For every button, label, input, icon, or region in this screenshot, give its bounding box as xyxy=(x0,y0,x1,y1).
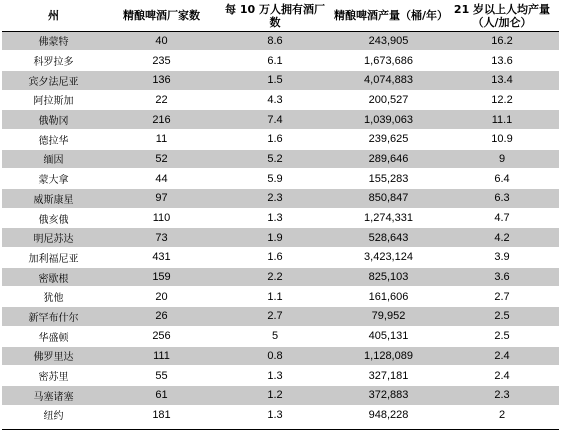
production-cell: 243,905 xyxy=(332,31,445,51)
brewery-count-cell: 97 xyxy=(105,189,218,209)
per-capita-cell: 2 xyxy=(445,405,559,425)
per-capita-cell: 2.5 xyxy=(445,307,559,327)
breweries-per-100k-cell: 4.3 xyxy=(218,90,332,110)
breweries-per-100k-cell: 0.8 xyxy=(218,346,332,366)
brewery-count-cell: 159 xyxy=(105,267,218,287)
production-cell: 1,673,686 xyxy=(332,51,445,71)
production-cell: 239,625 xyxy=(332,129,445,149)
brewery-count-cell: 20 xyxy=(105,287,218,307)
table-row xyxy=(2,405,559,425)
per-capita-cell: 6.4 xyxy=(445,169,559,189)
production-cell: 372,883 xyxy=(332,385,445,405)
table-row xyxy=(2,228,559,248)
state-cell: 犹他 xyxy=(2,287,105,307)
brewery-table-container xyxy=(2,1,559,425)
per-capita-cell: 9 xyxy=(445,149,559,169)
header-per-capita: 21 岁以上人均产量（人/加仑） xyxy=(445,1,559,31)
breweries-per-100k-cell: 1.1 xyxy=(218,287,332,307)
breweries-per-100k-cell: 1.9 xyxy=(218,228,332,248)
brewery-count-cell: 55 xyxy=(105,366,218,386)
per-capita-cell: 13.4 xyxy=(445,70,559,90)
brewery-count-cell: 431 xyxy=(105,248,218,268)
table-row xyxy=(2,267,559,287)
table-row xyxy=(2,189,559,209)
production-cell: 850,847 xyxy=(332,189,445,209)
breweries-per-100k-cell: 1.3 xyxy=(218,208,332,228)
table-row xyxy=(2,326,559,346)
state-cell: 华盛顿 xyxy=(2,326,105,346)
breweries-per-100k-cell: 5.9 xyxy=(218,169,332,189)
breweries-per-100k-cell: 1.6 xyxy=(218,129,332,149)
production-cell: 200,527 xyxy=(332,90,445,110)
table-header xyxy=(2,1,559,31)
brewery-count-cell: 26 xyxy=(105,307,218,327)
state-cell: 新罕布什尔 xyxy=(2,307,105,327)
production-cell: 1,128,089 xyxy=(332,346,445,366)
table-row xyxy=(2,307,559,327)
per-capita-cell: 3.6 xyxy=(445,267,559,287)
production-cell: 3,423,124 xyxy=(332,248,445,268)
production-cell: 161,606 xyxy=(332,287,445,307)
production-cell: 528,643 xyxy=(332,228,445,248)
table-body xyxy=(2,31,559,425)
breweries-per-100k-cell: 1.3 xyxy=(218,405,332,425)
brewery-count-cell: 40 xyxy=(105,31,218,51)
brewery-count-cell: 110 xyxy=(105,208,218,228)
production-cell: 825,103 xyxy=(332,267,445,287)
state-cell: 缅因 xyxy=(2,149,105,169)
table-row xyxy=(2,110,559,130)
per-capita-cell: 13.6 xyxy=(445,51,559,71)
brewery-count-cell: 73 xyxy=(105,228,218,248)
state-cell: 俄勒冈 xyxy=(2,110,105,130)
production-cell: 1,274,331 xyxy=(332,208,445,228)
per-capita-cell: 2.7 xyxy=(445,287,559,307)
state-cell: 俄亥俄 xyxy=(2,208,105,228)
production-cell: 79,952 xyxy=(332,307,445,327)
state-cell: 纽约 xyxy=(2,405,105,425)
table-row xyxy=(2,90,559,110)
brewery-count-cell: 52 xyxy=(105,149,218,169)
brewery-count-cell: 235 xyxy=(105,51,218,71)
brewery-count-cell: 61 xyxy=(105,385,218,405)
table-row xyxy=(2,385,559,405)
state-cell: 蒙大拿 xyxy=(2,169,105,189)
breweries-per-100k-cell: 5 xyxy=(218,326,332,346)
per-capita-cell: 2.3 xyxy=(445,385,559,405)
production-cell: 1,039,063 xyxy=(332,110,445,130)
table-row xyxy=(2,129,559,149)
breweries-per-100k-cell: 1.2 xyxy=(218,385,332,405)
state-cell: 德拉华 xyxy=(2,129,105,149)
table-row xyxy=(2,149,559,169)
table-row xyxy=(2,51,559,71)
breweries-per-100k-cell: 2.7 xyxy=(218,307,332,327)
state-cell: 明尼苏达 xyxy=(2,228,105,248)
table-row xyxy=(2,70,559,90)
state-cell: 佛罗里达 xyxy=(2,346,105,366)
breweries-per-100k-cell: 8.6 xyxy=(218,31,332,51)
state-cell: 宾夕法尼亚 xyxy=(2,70,105,90)
table-row xyxy=(2,169,559,189)
table-row xyxy=(2,366,559,386)
breweries-per-100k-cell: 5.2 xyxy=(218,149,332,169)
header-row xyxy=(2,1,559,31)
per-capita-cell: 2.4 xyxy=(445,346,559,366)
breweries-per-100k-cell: 7.4 xyxy=(218,110,332,130)
brewery-count-cell: 216 xyxy=(105,110,218,130)
header-production: 精酿啤酒产量（桶/年） xyxy=(332,1,445,31)
header-state: 州 xyxy=(2,1,105,31)
per-capita-cell: 4.2 xyxy=(445,228,559,248)
per-capita-cell: 10.9 xyxy=(445,129,559,149)
production-cell: 155,283 xyxy=(332,169,445,189)
breweries-per-100k-cell: 1.3 xyxy=(218,366,332,386)
per-capita-cell: 2.5 xyxy=(445,326,559,346)
brewery-count-cell: 11 xyxy=(105,129,218,149)
table-row xyxy=(2,208,559,228)
breweries-per-100k-cell: 2.3 xyxy=(218,189,332,209)
brewery-count-cell: 22 xyxy=(105,90,218,110)
breweries-per-100k-cell: 2.2 xyxy=(218,267,332,287)
state-cell: 科罗拉多 xyxy=(2,51,105,71)
table-row xyxy=(2,346,559,366)
per-capita-cell: 11.1 xyxy=(445,110,559,130)
production-cell: 289,646 xyxy=(332,149,445,169)
breweries-per-100k-cell: 1.6 xyxy=(218,248,332,268)
state-cell: 阿拉斯加 xyxy=(2,90,105,110)
table-row xyxy=(2,248,559,268)
brewery-count-cell: 44 xyxy=(105,169,218,189)
state-cell: 加利福尼亚 xyxy=(2,248,105,268)
per-capita-cell: 2.4 xyxy=(445,366,559,386)
production-cell: 948,228 xyxy=(332,405,445,425)
per-capita-cell: 4.7 xyxy=(445,208,559,228)
production-cell: 327,181 xyxy=(332,366,445,386)
state-cell: 威斯康星 xyxy=(2,189,105,209)
brewery-count-cell: 256 xyxy=(105,326,218,346)
brewery-count-cell: 111 xyxy=(105,346,218,366)
brewery-count-cell: 136 xyxy=(105,70,218,90)
brewery-table xyxy=(2,1,559,425)
bottom-rule xyxy=(2,429,559,430)
production-cell: 405,131 xyxy=(332,326,445,346)
production-cell: 4,074,883 xyxy=(332,70,445,90)
state-cell: 马塞诸塞 xyxy=(2,385,105,405)
per-capita-cell: 12.2 xyxy=(445,90,559,110)
header-breweries-per-100k: 每 10 万人拥有酒厂数 xyxy=(218,1,332,31)
state-cell: 密苏里 xyxy=(2,366,105,386)
breweries-per-100k-cell: 1.5 xyxy=(218,70,332,90)
table-row xyxy=(2,31,559,51)
state-cell: 佛蒙特 xyxy=(2,31,105,51)
header-brewery-count: 精酿啤酒厂家数 xyxy=(105,1,218,31)
per-capita-cell: 3.9 xyxy=(445,248,559,268)
state-cell: 密歇根 xyxy=(2,267,105,287)
brewery-count-cell: 181 xyxy=(105,405,218,425)
table-row xyxy=(2,287,559,307)
breweries-per-100k-cell: 6.1 xyxy=(218,51,332,71)
per-capita-cell: 6.3 xyxy=(445,189,559,209)
per-capita-cell: 16.2 xyxy=(445,31,559,51)
